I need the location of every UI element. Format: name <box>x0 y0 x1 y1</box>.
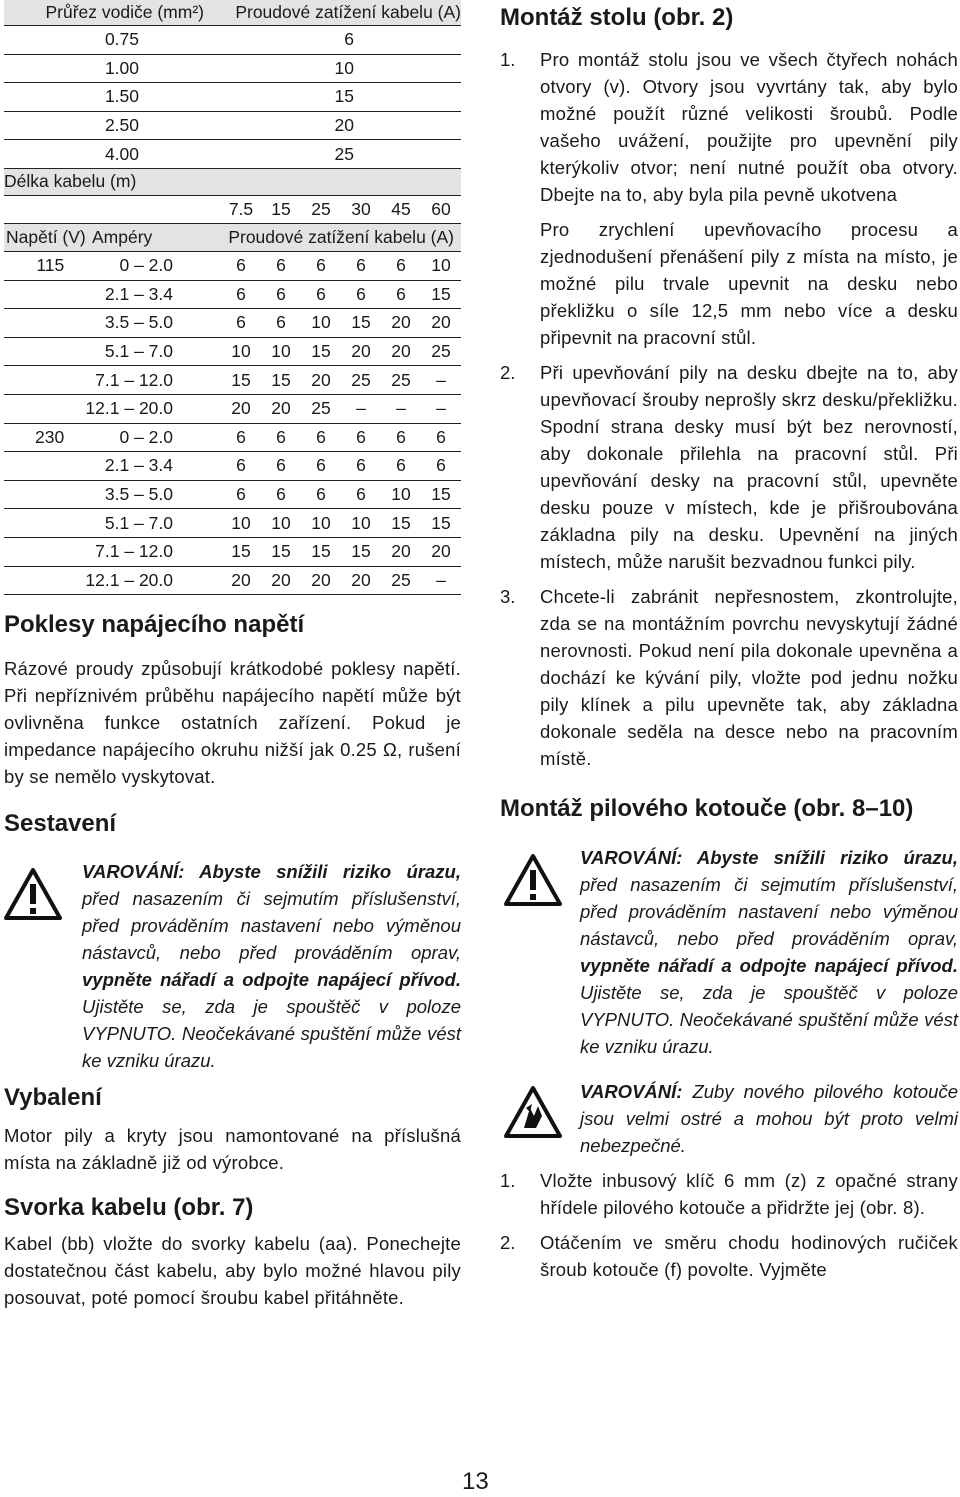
k1-text: Vložte inbusový klíč 6 mm (z) z opačné strany hřídele pilového kotouče a přidržte jej (obr. 8). <box>540 1170 958 1218</box>
kotouc-item-1 <box>500 1167 958 1221</box>
length-value: 60 <box>431 198 451 219</box>
amps-value: 5.1 – 7.0 <box>104 512 173 533</box>
voltage-value: 230 <box>35 426 65 447</box>
load-cell: 15 <box>231 541 251 562</box>
item-number: 1. <box>500 49 516 70</box>
warn1-text-1: před nasazením či sejmutím příslušenství, před prováděním nastavení nebo výměnou nástavců, nebo před prováděním oprav, <box>82 888 461 964</box>
cable-section-table-header <box>4 0 461 26</box>
load-cell: 6 <box>236 255 246 276</box>
cable-section-row <box>4 55 461 84</box>
load-value: 6 <box>344 29 354 50</box>
load-cell: 6 <box>356 426 366 447</box>
item-number: 2. <box>500 362 516 383</box>
load-cell: 10 <box>311 512 331 533</box>
load-row <box>4 252 461 281</box>
load-cell: – <box>436 569 446 590</box>
load-cell: 20 <box>351 341 371 362</box>
header-load-2: Proudové zatížení kabelu (A) <box>228 226 454 247</box>
load-cell: 6 <box>436 455 446 476</box>
load-cell: 6 <box>276 484 286 505</box>
load-cell: 20 <box>271 398 291 419</box>
warn2-bold-1: VAROVÁNÍ: Abyste snížili riziko úrazu, <box>580 847 958 868</box>
warning-block-2 <box>500 844 958 1060</box>
load-row <box>4 509 461 538</box>
load-row <box>4 424 461 453</box>
load-cell: 6 <box>396 455 406 476</box>
header-section: Průřez vodiče (mm²) <box>45 2 204 22</box>
cable-section-row <box>4 140 461 169</box>
load-cell: – <box>356 398 366 419</box>
load-cell: 10 <box>271 341 291 362</box>
cable-section-table <box>4 0 461 169</box>
load-cell: 6 <box>396 426 406 447</box>
amps-value: 12.1 – 20.0 <box>85 398 173 419</box>
warn1-bold-1: VAROVÁNÍ: Abyste snížili riziko úrazu, <box>82 861 461 883</box>
voltage-value: 115 <box>36 255 65 276</box>
item-number: 3. <box>500 586 516 607</box>
cable-section-row <box>4 112 461 141</box>
load-cell: 6 <box>276 426 286 447</box>
page-number: 13 <box>462 1468 489 1495</box>
warn2-text-1: před nasazením či sejmutím příslušenství, před prováděním nastavení nebo výměnou nástavců, nebo před prováděním oprav, <box>580 874 958 949</box>
length-label-row <box>4 169 461 196</box>
load-cell: 10 <box>271 512 291 533</box>
length-value: 7.5 <box>228 198 254 219</box>
load-cell: 6 <box>276 312 286 333</box>
load-cell: 25 <box>391 569 411 590</box>
load-cell: 6 <box>356 255 366 276</box>
load-cell: 20 <box>271 569 291 590</box>
load-cell: 6 <box>276 455 286 476</box>
montaz-item-1 <box>500 46 958 351</box>
table2-subheader <box>4 224 461 252</box>
load-cell: – <box>436 398 446 419</box>
poklesy-text: Rázové proudy způsobují krátkodobé poklesy napětí. Při nepříznivém průběhu napájecího napětí může být ovlivněna funkce ostatních zařízení. Pokud je impedance napájecího okruhu nižší jak 0.25 Ω, rušení by se nemělo vyskytovat. <box>4 658 461 788</box>
warn1-bold-2: vypněte nářadí a odpojte napájecí přívod. <box>82 969 461 991</box>
load-cell: 15 <box>391 512 411 533</box>
load-row <box>4 567 461 596</box>
load-row <box>4 309 461 338</box>
load-cell: 20 <box>391 312 411 333</box>
load-row <box>4 395 461 424</box>
load-value: 15 <box>334 86 354 107</box>
kotouc-item-2 <box>500 1229 958 1283</box>
length-value: 25 <box>311 198 331 219</box>
load-cell: – <box>396 398 406 419</box>
amps-value: 2.1 – 3.4 <box>104 283 173 304</box>
section-value: 2.50 <box>104 115 139 136</box>
section-value: 0.75 <box>104 29 139 50</box>
load-cell: 15 <box>311 541 331 562</box>
load-cell: 20 <box>231 569 251 590</box>
load-cell: 15 <box>431 283 451 304</box>
load-value: 10 <box>334 57 354 78</box>
svorka-text: Kabel (bb) vložte do svorky kabelu (aa). Ponechejte dostatečnou část kabelu, aby bylo možné hlavou pily posouvat, poté pomocí šroubu kabel přitáhněte. <box>4 1233 461 1309</box>
load-cell: 15 <box>431 484 451 505</box>
load-cell: 15 <box>311 341 331 362</box>
load-cell: 6 <box>316 255 326 276</box>
section-value: 4.00 <box>104 143 139 164</box>
item1-text: Pro montáž stolu jsou ve všech čtyřech nohách otvory (v). Otvory jsou vyvrtány tak, aby bylo možné použít různé velikosti šroubů. Podle vašeho uvážení, použijte pro upevnění pily kterýkoliv otvor; není nutné použít oba otvory. Dbejte na to, aby byla pila pevně ukotvena <box>540 49 958 205</box>
header-amps: Ampéry <box>92 226 153 247</box>
length-value: 30 <box>351 198 371 219</box>
warning-triangle-icon <box>4 868 62 920</box>
vybaleni-title: Vybalení <box>4 1084 102 1112</box>
warn3-bold: VAROVÁNÍ: <box>580 1081 683 1102</box>
load-cell: 6 <box>236 455 246 476</box>
warn2-bold-2: vypněte nářadí a odpojte napájecí přívod. <box>580 955 958 976</box>
load-value: 25 <box>334 143 354 164</box>
warn1-text-2: Ujistěte se, zda je spouštěč v poloze VYPNUTO. Neočekávané spuštění může vést ke vzniku úrazu. <box>82 996 461 1072</box>
montaz-title: Montáž stolu (obr. 2) <box>500 4 734 31</box>
amps-value: 2.1 – 3.4 <box>104 455 173 476</box>
cable-length-table <box>4 169 461 595</box>
section-value: 1.50 <box>104 86 139 107</box>
load-cell: 15 <box>351 312 371 333</box>
montaz-item-2 <box>500 359 958 575</box>
load-cell: 25 <box>351 369 371 390</box>
load-cell: 6 <box>316 455 326 476</box>
warning-block-3 <box>500 1078 958 1159</box>
k2-text: Otáčením ve směru chodu hodinových ručiček šroub kotouče (f) povolte. Vyjměte <box>540 1232 958 1280</box>
load-cell: 6 <box>356 455 366 476</box>
load-cell: 6 <box>236 426 246 447</box>
left-column <box>4 0 461 1311</box>
load-cell: 15 <box>271 541 291 562</box>
load-cell: 6 <box>396 283 406 304</box>
load-cell: 6 <box>436 426 446 447</box>
load-cell: 20 <box>431 312 451 333</box>
load-cell: 15 <box>431 512 451 533</box>
load-row <box>4 538 461 567</box>
item1-text-2: Pro zrychlení upevňovacího procesu a zjednodušení přenášení pily z místa na místo, je možné pilu trvale upevnit na desku nebo překližku o síle 12,5 mm nebo více a desku připevnit na pracovní stůl. <box>540 219 958 348</box>
amps-value: 7.1 – 12.0 <box>95 541 173 562</box>
load-cell: – <box>436 369 446 390</box>
load-cell: 6 <box>236 312 246 333</box>
item-number: 1. <box>500 1170 516 1191</box>
length-value: 45 <box>391 198 411 219</box>
load-cell: 6 <box>236 283 246 304</box>
load-cell: 20 <box>311 369 331 390</box>
load-cell: 10 <box>431 255 451 276</box>
load-cell: 6 <box>236 484 246 505</box>
cable-section-row <box>4 26 461 55</box>
amps-value: 5.1 – 7.0 <box>104 341 173 362</box>
kotouc-title: Montáž pilového kotouče (obr. 8–10) <box>500 795 914 822</box>
load-cell: 10 <box>351 512 371 533</box>
load-cell: 10 <box>311 312 331 333</box>
length-value: 15 <box>271 198 291 219</box>
amps-value: 0 – 2.0 <box>119 255 173 276</box>
vybaleni-text: Motor pily a kryty jsou namontované na příslušná místa na základně již od výrobce. <box>4 1125 461 1174</box>
amps-value: 12.1 – 20.0 <box>85 569 173 590</box>
load-cell: 15 <box>231 369 251 390</box>
load-cell: 10 <box>391 484 411 505</box>
lengths-row <box>4 196 461 224</box>
svorka-title: Svorka kabelu (obr. 7) <box>4 1194 254 1222</box>
load-cell: 15 <box>271 369 291 390</box>
load-cell: 20 <box>351 569 371 590</box>
load-cell: 10 <box>231 512 251 533</box>
load-cell: 25 <box>311 398 331 419</box>
load-cell: 6 <box>276 283 286 304</box>
load-cell: 6 <box>316 484 326 505</box>
load-row <box>4 452 461 481</box>
load-cell: 6 <box>316 283 326 304</box>
warn2-text-2: Ujistěte se, zda je spouštěč v poloze VYPNUTO. Neočekávané spuštění může vést ke vzniku úrazu. <box>580 982 958 1057</box>
load-cell: 20 <box>391 541 411 562</box>
load-cell: 20 <box>231 398 251 419</box>
header-voltage: Napětí (V) <box>6 226 86 247</box>
load-row <box>4 338 461 367</box>
section-value: 1.00 <box>104 57 139 78</box>
sestaveni-title: Sestavení <box>4 810 117 838</box>
load-row <box>4 281 461 310</box>
load-cell: 20 <box>391 341 411 362</box>
load-value: 20 <box>334 115 354 136</box>
load-cell: 10 <box>231 341 251 362</box>
load-cell: 20 <box>311 569 331 590</box>
montaz-item-3 <box>500 583 958 772</box>
load-cell: 25 <box>391 369 411 390</box>
warning-block-1 <box>4 858 461 1074</box>
warn3-text: Zuby nového pilového kotouče jsou velmi ostré a mohou být proto velmi nebezpečné. <box>580 1081 958 1156</box>
amps-value: 3.5 – 5.0 <box>104 312 173 333</box>
load-cell: 6 <box>356 283 366 304</box>
warning-triangle-icon <box>504 854 562 906</box>
item-number: 2. <box>500 1232 516 1253</box>
load-cell: 6 <box>276 255 286 276</box>
length-label: Délka kabelu (m) <box>4 171 137 192</box>
load-cell: 25 <box>431 341 451 362</box>
right-column <box>500 0 958 1283</box>
load-row <box>4 366 461 395</box>
load-cell: 6 <box>396 255 406 276</box>
poklesy-title: Poklesy napájecího napětí <box>4 611 305 639</box>
amps-value: 7.1 – 12.0 <box>95 369 173 390</box>
item2-text: Při upevňování pily na desku dbejte na to, aby upevňovací šrouby neprošly skrz desku/překližku. Spodní strana desky musí být bez nerovností, aby dokonale přilehla na pracovní stůl. Při upevňování desky na pracovní stůl, upevněte desku pouze v místech, kde je přišroubována základna pily na desku. Upevnění na jiných místech, může narušit bezvadnou funkci pily. <box>540 362 958 572</box>
header-load: Proudové zatížení kabelu (A) <box>235 2 461 22</box>
amps-value: 0 – 2.0 <box>119 426 173 447</box>
load-cell: 6 <box>316 426 326 447</box>
load-row <box>4 481 461 510</box>
amps-value: 3.5 – 5.0 <box>104 484 173 505</box>
load-cell: 15 <box>351 541 371 562</box>
cable-section-row <box>4 83 461 112</box>
item3-text: Chcete-li zabránit nepřesnostem, zkontrolujte, zda se na montážním povrchu nevyskytují žádné nerovnosti. Pokud není pila dokonale upevněna a dochází ke kývání pily, vložte pod jednu nožku pily klínek a pilu upevněte tak, aby základna dokonale seděla na desce nebo na pracovním místě. <box>540 586 958 769</box>
load-cell: 20 <box>431 541 451 562</box>
cut-hazard-icon <box>504 1086 562 1138</box>
load-cell: 6 <box>356 484 366 505</box>
